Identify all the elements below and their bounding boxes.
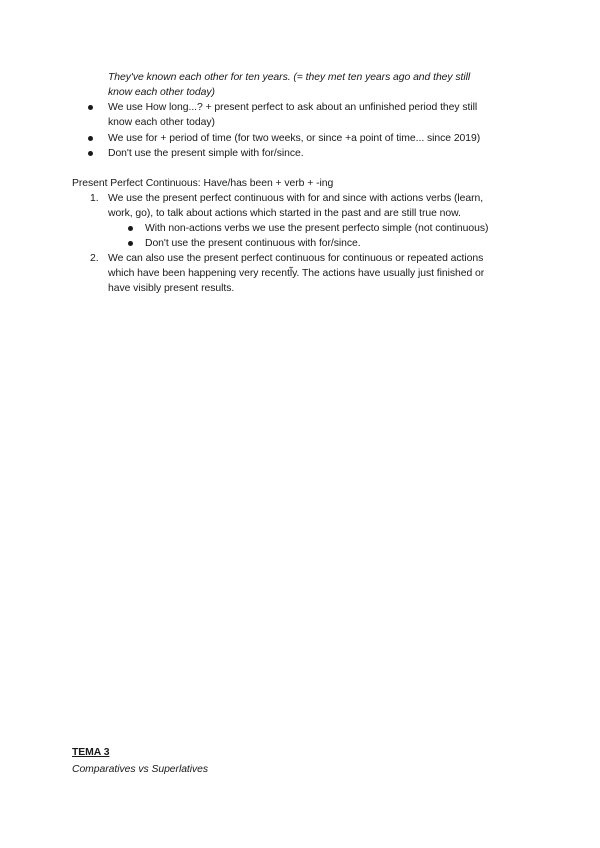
- item-1-sub-1: With non-actions verbs we use the present perfecto simple (not continuous): [145, 223, 489, 234]
- bullet-3-line-1: Don't use the present simple with for/since.: [108, 148, 304, 159]
- bullet-icon: [88, 136, 93, 141]
- item-1-sub-2: Don't use the present continuous with for/since.: [145, 238, 361, 249]
- item-2-line-1: We can also use the present perfect continuous for continuous or repeated actions: [108, 253, 484, 264]
- example-line-1: They've known each other for ten years. (= they met ten years ago and they still: [108, 72, 471, 83]
- bullet-2-line-1: We use for + period of time (for two weeks, or since +a point of time... since 2019): [108, 133, 481, 144]
- list-number: 2.: [90, 253, 99, 264]
- sub-bullet-icon: [128, 226, 133, 231]
- section-subtitle: Comparatives vs Superlatives: [72, 764, 209, 775]
- section-heading: Present Perfect Continuous: Have/has been + verb + -ing: [72, 178, 334, 189]
- bullet-1-line-1: We use How long...? + present perfect to ask about an unfinished period they still: [108, 102, 478, 113]
- sub-bullet-icon: [128, 241, 133, 246]
- item-2-line-2: which have been happening very recentl̃y. The actions have usually just finished or: [108, 268, 485, 279]
- item-2-line-3: have visibly present results.: [108, 283, 235, 294]
- item-1-line-2: work, go), to talk about actions which started in the past and are still true now.: [108, 208, 461, 219]
- example-line-2: know each other today): [108, 87, 215, 98]
- list-number: 1.: [90, 193, 99, 204]
- bullet-icon: [88, 105, 93, 110]
- item-1-line-1: We use the present perfect continuous with for and since with actions verbs (learn,: [108, 193, 484, 204]
- section-title: TEMA 3: [72, 747, 110, 758]
- bullet-1-line-2: know each other today): [108, 117, 215, 128]
- bullet-icon: [88, 151, 93, 156]
